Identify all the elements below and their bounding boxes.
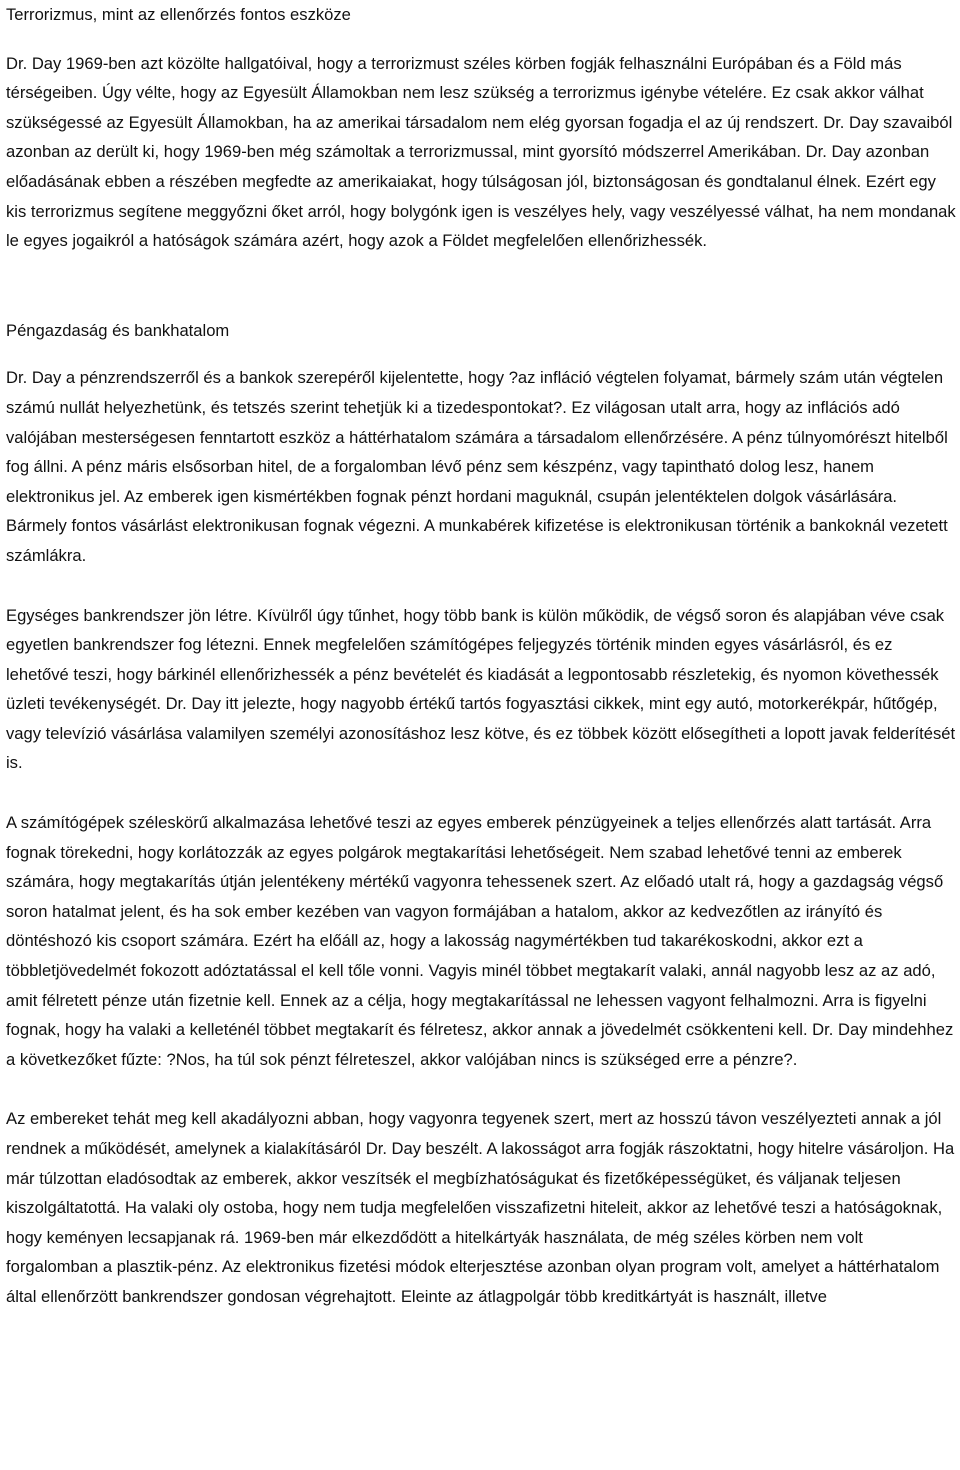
paragraph-bank-system: Egységes bankrendszer jön létre. Kívülről úgy tűnhet, hogy több bank is külön működik, de végső soron és alapjában véve csak egyetlen bankrendszer fog létezni. Ennek megfelelően számítógépes feljegyzés történik minden egyes vásárlásról, és ez lehetővé teszi, hogy bárkinél ellenőrizhessék a pénz bevételét és kiadását a legpontosabb részletekig, és nyomon követhessék üzleti tevékenységét. Dr. Day itt jelezte, hogy nagyobb értékű tartós fogyasztási cikkek, mint egy autó, motorkerékpár, hűtőgép, vagy televízió vásárlása valamilyen személyi azonosításhoz lesz kötve, és ez többek között elősegítheti a lopott javak felderítését is. xyxy=(6,605,956,773)
section-title-terrorism: Terrorizmus, mint az ellenőrzés fontos eszköze xyxy=(6,5,351,24)
paragraph-savings: A számítógépek széleskörű alkalmazása lehetővé teszi az egyes emberek pénzügyeinek a teljes ellenőrzés alatt tartását. Arra fognak törekedni, hogy korlátozzák az egyes polgárok megtakarítási lehetőségeit. Nem szabad lehetővé tenni az emberek számára, hogy megtakarítás útján jelentékeny mértékű vagyonra tehessenek szert. Az előadó utalt rá, hogy a gazdagság végső soron hatalmat jelent, és ha sok ember kezében van vagyon formájában a hatalom, akkor az kedvezőtlen az irányító és döntéshozó kis csoport számára. Ezért ha előáll az, hogy a lakosság nagymértékben tud takarékoskodni, akkor ezt a többletjövedelmét fokozott adóztatással el kell tőle vonni. Vagyis minél többet megtakarít valaki, annál nagyobb lesz az az adó, amit félretett pénze után fizetnie kell. Ennek az a célja, hogy megtakarítással ne lehessen vagyont felhalmozni. Arra is figyelni fognak, hogy ha valaki a kelleténél többet megtakarít és félretesz, akkor annak a jövedelmét csökkenteni kell. Dr. Day mindehhez a következőket fűzte: ?Nos, ha túl sok pénzt félreteszel, akkor valójában nincs is szükséged erre a pénzre?. xyxy=(6,813,954,1069)
section-title-finance: Péngazdaság és bankhatalom xyxy=(6,320,230,340)
document-page xyxy=(6,0,956,1312)
paragraph-inflation: Dr. Day a pénzrendszerről és a bankok szerepéről kijelentette, hogy ?az infláció végtelen folyamat, bármely szám után végtelen számú nullát helyezhetünk, és tetszés szerint tehetjük ki a tizedespontokat?. Ez világosan utalt arra, hogy az inflációs adó valójában mesterségesen fenntartott eszköz a háttérhatalom számára a társadalom ellenőrzésére. A pénz túlnyomórészt hitelből fog állni. A pénz máris elsősorban hitel, de a forgalomban lévő pénz sem készpénz, vagy tapintható dolog lesz, hanem elektronikus jel. Az emberek igen kismértékben fognak pénzt hordani maguknál, csupán jelentéktelen dolgok vásárlására. Bármely fontos vásárlást elektronikusan fognak végezni. A munkabérek kifizetése is elektronikusan történik a bankoknál vezetett számlákra. xyxy=(6,368,948,565)
paragraph-credit: Az embereket tehát meg kell akadályozni abban, hogy vagyonra tegyenek szert, mert az hosszú távon veszélyezteti annak a jól rendnek a működését, amelynek a kialakításáról Dr. Day beszélt. A lakosságot arra fogják rászoktatni, hogy hitelre vásároljon. Ha már túlzottan eladósodtak az emberek, akkor veszítsék el megbízhatóságukat és fizetőképességüket, és váljanak teljesen kiszolgáltatottá. Ha valaki oly ostoba, hogy nem tudja megfelelően visszafizetni hiteleit, akkor az lehetővé teszi a hatóságoknak, hogy keményen lecsapjanak rá. 1969-ben már elkezdődött a hitelkártyák használata, de még széles körben nem volt forgalomban a plasztik-pénz. Az elektronikus fizetési módok elterjesztése azonban olyan program volt, amelyet a háttérhatalom által ellenőrzött bankrendszer gondosan végrehajtott. Eleinte az átlagpolgár több kreditkártyát is használt, illetve xyxy=(6,1109,955,1306)
paragraph-terrorism: Dr. Day 1969-ben azt közölte hallgatóival, hogy a terrorizmust széles körben fogják felhasználni Európában és a Föld más térségeiben. Úgy vélte, hogy az Egyesült Államokban nem lesz szükség a terrorizmus igénybe vételére. Ez csak akkor válhat szükségessé az Egyesült Államokban, ha az amerikai társadalom nem elég gyorsan fogadja el az új rendszert. Dr. Day szavaiból azonban az derült ki, hogy 1969-ben még számoltak a terrorizmussal, mint gyorsító módszerrel Amerikában. Dr. Day azonban előadásának ebben a részében megfedte az amerikaiakat, hogy túlságosan jól, biztonságosan és gondtalanul élnek. Ezért egy kis terrorizmus segítene meggyőzni őket arról, hogy bolygónk igen is veszélyes hely, vagy veszélyessé válhat, ha nem mondanak le egyes jogaikról a hatóságok számára azért, hogy azok a Földet megfelelően ellenőrizhessék. xyxy=(6,53,956,251)
